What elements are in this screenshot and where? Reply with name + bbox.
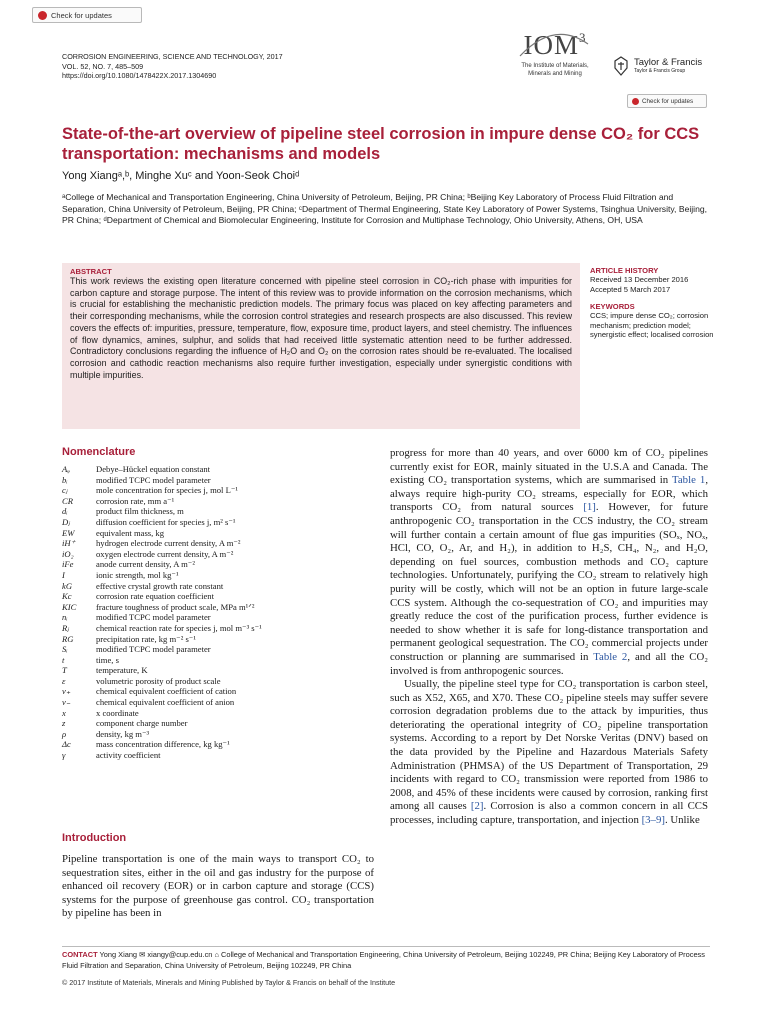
nomenclature-symbol: EW: [62, 527, 75, 538]
nomenclature-definition: modified TCPC model parameter: [96, 644, 211, 655]
nomenclature-definition: chemical reaction rate for species j, mol m⁻³ s⁻¹: [96, 622, 262, 633]
nomenclature-row: [62, 549, 382, 560]
article-authors: Yong Xiangᵃ,ᵇ, Minghe Xuᶜ and Yoon-Seok Choiᵈ: [62, 170, 300, 182]
nomenclature-row: [62, 517, 382, 528]
nomenclature-definition: modified TCPC model parameter: [96, 612, 211, 623]
text-run: . Unlike: [664, 814, 700, 827]
introduction-paragraph: Pipeline transportation is one of the main ways to transport CO₂ to sequestration sites, either in the oil and gas industry for the purpose of enhanced oil recovery (EOR) or in carbon capture and storage (CCS) systems for the purpose of greenhouse gas control. CO₂ transportation by pipeline has been in: [62, 853, 374, 920]
nomenclature-row: [62, 729, 382, 740]
nomenclature-symbol: iO₂: [62, 548, 74, 559]
abstract-box: [62, 263, 580, 429]
nomenclature-definition: corrosion rate, mm a⁻¹: [96, 495, 175, 506]
contact-address: College of Mechanical and Transportation Engineering, China University of Petroleum, Beijing 102249, PR China; Beijing Key Laboratory of Process Fluid Filtration and Separation, China University of Petroleum, Beijing 102249, PR China: [62, 950, 705, 970]
publisher-logo: [612, 56, 702, 76]
nomenclature-symbol: x: [62, 707, 66, 718]
nomenclature-row: [62, 612, 382, 623]
address-icon: ⌂: [214, 950, 219, 959]
nomenclature-symbol: Dⱼ: [62, 516, 70, 527]
nomenclature-symbol: T: [62, 665, 67, 676]
ref1-link[interactable]: [1]: [583, 501, 596, 514]
nomenclature-symbol: Sᵢ: [62, 644, 68, 655]
nomenclature-symbol: ε: [62, 675, 66, 686]
contact-info: [62, 950, 722, 971]
check-for-updates-button[interactable]: [32, 7, 142, 23]
nomenclature-definition: volumetric porosity of product scale: [96, 675, 221, 686]
nomenclature-symbol: ρ: [62, 728, 67, 739]
nomenclature-symbol: iFe: [62, 559, 74, 570]
nomenclature-row: [62, 718, 382, 729]
body-paragraph-1: [390, 447, 708, 678]
journal-name: CORROSION ENGINEERING, SCIENCE AND TECHNOLOGY, 2017: [62, 52, 283, 61]
iom-line2: Minerals and Mining: [528, 70, 582, 77]
body-paragraph-2: [390, 678, 708, 828]
nomenclature-definition: time, s: [96, 654, 119, 665]
keywords-text: CCS; impure dense CO₂; corrosion mechanism; prediction model; synergistic effect; localised corrosion: [590, 311, 714, 339]
nomenclature-row: [62, 644, 382, 655]
text-run: , always require high-purity CO₂ streams, especially for EOR, which transports CO₂ from natural sources: [390, 474, 709, 514]
journal-header: [62, 52, 283, 81]
nomenclature-symbol: dᵢ: [62, 506, 68, 517]
nomenclature-definition: precipitation rate, kg m⁻² s⁻¹: [96, 633, 196, 644]
nomenclature-definition: chemical equivalent coefficient of anion: [96, 697, 235, 708]
nomenclature-definition: activity coefficient: [96, 750, 161, 761]
nomenclature-row: [62, 581, 382, 592]
nomenclature-row: [62, 655, 382, 666]
nomenclature-symbol: CR: [62, 495, 73, 506]
introduction-text: [62, 853, 374, 921]
publisher-name: Taylor & Francis: [634, 57, 703, 68]
nomenclature-heading: Nomenclature: [62, 446, 136, 458]
author-affiliations: ᵃCollege of Mechanical and Transportation Engineering, China University of Petroleum, Beijing, PR China; ᵇBeijing Key Laboratory of Process Fluid Filtration and Separation, China University of Petroleum, Beijing, PR China; ᶜDepartment of Thermal Engineering, State Key Laboratory of Power Systems, Tsinghua University, Beijing, PR China; ᵈDepartment of Chemical and Biomolecular Engineering, Institute for Corrosion and Multiphase Technology, Ohio University, Athens, OH, USA: [62, 192, 708, 225]
nomenclature-symbol: RG: [62, 633, 74, 644]
text-run: Usually, the pipeline steel type for CO₂ transportation is carbon steel, such as X52, X65, and X70. These CO₂ pipeline steels may suffer severe corrosion degradation problems due to the attack by impurities, thus deteriorating the operational integrity of CO₂ pipeline transportation systems. According to a report by Det Norske Veritas (DNV) based on the data provided by the Pipeline and Hazardous Materials Safety Administration (PHMSA) of the US Department of Transportation, 29 incidents with regard to CO₂ transmission were reported from 1986 to 2008, and 45% of these incidents were caused by corrosion, ranking first among all causes: [390, 678, 708, 813]
nomenclature-row: [62, 538, 382, 549]
nomenclature-definition: ionic strength, mol kg⁻¹: [96, 569, 179, 580]
nomenclature-row: [62, 750, 382, 761]
nomenclature-row: [62, 686, 382, 697]
introduction-heading: Introduction: [62, 832, 127, 844]
ref2-link[interactable]: [2]: [470, 800, 484, 813]
footer-divider: [62, 946, 710, 947]
abstract-text: This work reviews the existing open literature concerned with pipeline steel corrosion in CO₂-rich phase with impurities for carbon capture and storage purpose. The intent of this review was to provide information on the corrosion mechanisms, which is crucial for establishing the mechanistic prediction models. The primary focus was placed on key affecting parameters and their corresponding mechanisms, while the corrosion control strategies and research prospects are also discussed. This review covers the effects of: impurities, pressure, temperature, flow, exposure time, product layers, and steel chemistry. The influences of flow dynamics, amines, sulphur, and solids that had received little systematic attention need to be further addressed. Contradictory conclusions regarding the influence of H₂O and O₂ on the corrosion rates should be re-evaluated. The localised corrosion and cathodic reaction mechanisms also require further investigation, especially under synergistic conditions with multiple impurities.: [70, 276, 572, 380]
nomenclature-definition: density, kg m⁻³: [96, 728, 150, 739]
nomenclature-row: [62, 623, 382, 634]
publisher-group: Taylor & Francis Group: [634, 68, 686, 74]
nomenclature-definition: temperature, K: [96, 665, 148, 676]
text-run: progress for more than 40 years, and over 6000 km of CO₂ pipelines currently exist for EOR, mainly situated in the U.S.A and Canada. The existing CO₂ transportation systems, which are summarised in: [390, 447, 708, 487]
nomenclature-row: [62, 506, 382, 517]
right-column-text: [390, 447, 708, 828]
contact-name: Yong Xiang: [99, 950, 138, 959]
iom-logo-text: IOM: [523, 30, 579, 60]
nomenclature-symbol: Δc: [62, 739, 71, 750]
nomenclature-definition: hydrogen electrode current density, A m⁻²: [96, 538, 241, 549]
nomenclature-definition: oxygen electrode current density, A m⁻²: [96, 548, 234, 559]
nomenclature-symbol: I: [62, 569, 65, 580]
ref3-link[interactable]: [3–9]: [641, 814, 665, 827]
nomenclature-definition: modified TCPC model parameter: [96, 474, 211, 485]
iom-logo-sup: 3: [579, 30, 587, 45]
text-run: . Corrosion is also a common concern in all CCS processes, including capture, transportation, and injection: [390, 800, 708, 827]
nomenclature-symbol: Rⱼ: [62, 622, 69, 633]
nomenclature-symbol: bᵢ: [62, 474, 68, 485]
nomenclature-definition: mole concentration for species j, mol L⁻¹: [96, 485, 238, 496]
nomenclature-definition: Debye–Hückel equation constant: [96, 464, 211, 474]
nomenclature-symbol: t: [62, 654, 65, 665]
nomenclature-symbol: nᵢ: [62, 612, 68, 623]
text-run: , and all the CO₂ involved is from anthropogenic sources.: [390, 650, 709, 677]
publisher-emblem-icon: [612, 56, 630, 76]
iom-logo: [500, 24, 610, 78]
nomenclature-symbol: z: [62, 718, 66, 729]
nomenclature-row: [62, 676, 382, 687]
copyright-notice: © 2017 Institute of Materials, Minerals and Mining Published by Taylor & Francis on behalf of the Institute: [62, 978, 396, 987]
email-icon: ✉: [139, 950, 146, 959]
nomenclature-row: [62, 464, 382, 475]
journal-doi[interactable]: https://doi.org/10.1080/1478422X.2017.1304690: [62, 71, 217, 80]
nomenclature-symbol: v₊: [62, 686, 71, 697]
nomenclature-row: [62, 665, 382, 676]
nomenclature-row: [62, 485, 382, 496]
received-date: Received 13 December 2016: [590, 275, 689, 284]
nomenclature-symbol: KIC: [62, 601, 77, 612]
nomenclature-row: [62, 475, 382, 486]
nomenclature-definition: anode current density, A m⁻²: [96, 559, 195, 570]
nomenclature-symbol: cⱼ: [62, 485, 68, 496]
nomenclature-row: [62, 739, 382, 750]
journal-volume: VOL. 52, NO. 7, 485–509: [62, 61, 144, 71]
check-for-updates-label: Check for updates: [51, 10, 112, 20]
nomenclature-definition: fracture toughness of product scale, MPa m¹ᐟ²: [96, 601, 255, 612]
abstract-heading: ABSTRACT: [70, 267, 112, 276]
contact-email[interactable]: xiangy@cup.edu.cn: [147, 950, 213, 959]
nomenclature-row: [62, 528, 382, 539]
nomenclature-definition: product film thickness, m: [96, 506, 184, 517]
nomenclature-row: [62, 559, 382, 570]
nomenclature-symbol: Aᵩ: [62, 464, 70, 474]
nomenclature-row: [62, 570, 382, 581]
nomenclature-definition: component charge number: [96, 718, 188, 729]
nomenclature-row: [62, 708, 382, 719]
nomenclature-symbol: kG: [62, 580, 73, 591]
nomenclature-definition: equivalent mass, kg: [96, 527, 165, 538]
nomenclature-definition: diffusion coefficient for species j, m² s⁻¹: [96, 516, 236, 527]
nomenclature-symbol: γ: [62, 750, 66, 761]
article-title: State-of-the-art overview of pipeline steel corrosion in impure dense CO₂ for CCS transportation: mechanisms and models: [62, 125, 700, 163]
nomenclature-definition: mass concentration difference, kg kg⁻¹: [96, 739, 230, 750]
nomenclature-definition: chemical equivalent coefficient of cation: [96, 686, 237, 697]
nomenclature-symbol: v₋: [62, 697, 71, 708]
nomenclature-row: [62, 602, 382, 613]
nomenclature-definition: corrosion rate equation coefficient: [96, 591, 214, 602]
nomenclature-definition: effective crystal growth rate constant: [96, 580, 224, 591]
iom-line1: The Institute of Materials,: [521, 63, 589, 69]
keywords-heading: KEYWORDS: [590, 302, 635, 311]
nomenclature-row: [62, 591, 382, 602]
nomenclature-definition: x coordinate: [96, 707, 139, 718]
crossmark-icon: [632, 98, 639, 105]
crossmark-icon: [38, 11, 47, 20]
nomenclature-row: [62, 496, 382, 507]
table1-link[interactable]: Table 1: [672, 474, 706, 487]
nomenclature-list: [62, 464, 382, 761]
nomenclature-row: [62, 634, 382, 645]
table2-link[interactable]: Table 2: [593, 650, 628, 663]
nomenclature-symbol: iH⁺: [62, 538, 76, 549]
check-for-updates-label: Check for updates: [642, 97, 694, 105]
article-history-heading: ARTICLE HISTORY: [590, 266, 659, 275]
accepted-date: Accepted 5 March 2017: [590, 284, 671, 294]
nomenclature-symbol: Kc: [62, 591, 72, 602]
iom-arc-icon: [514, 26, 594, 66]
article-info: [590, 266, 720, 340]
text-run: . However, for future anthropogenic CO₂ transportation in the CCS industry, the CO₂ stream will further contain a certain amount of flue gas impurities (SOₓ, NOₓ, HCl, CO, O₂, Ar, and H₂), in addition to H₂S, CH₄, N₂, and H₂O, depending on fuel sources, combustion methods and CO₂ capture technologies. Unfortunately, purifying the CO₂ stream to relatively high purity will be costly, which will not be an option in future large-scale CCS system. Although the co-sequestration of CO₂ and impurities may greatly reduce the cost of the purification process, further evidence is needed to show whether it is safe for long-distance transportation and permanent geological sequestration. The CO₂ commercial projects under construction or planning are summarised in: [390, 501, 708, 663]
nomenclature-row: [62, 697, 382, 708]
check-for-updates-button-secondary[interactable]: [627, 94, 707, 108]
contact-label: CONTACT: [62, 950, 98, 959]
